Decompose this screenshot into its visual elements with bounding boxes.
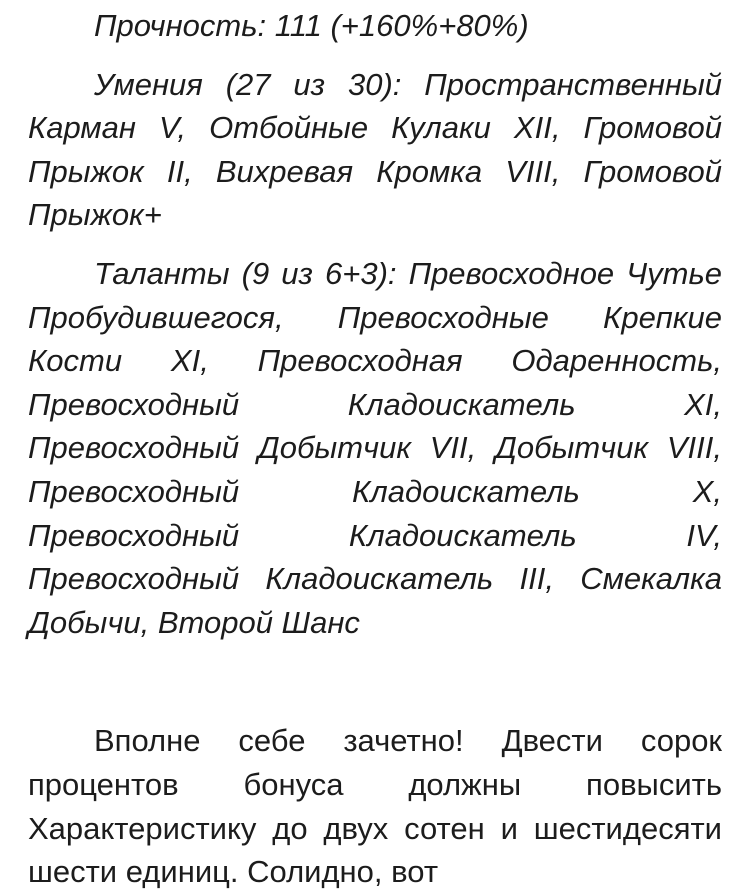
skills-stat-paragraph: Умения (27 из 30): Пространственный Карман V, Отбойные Кулаки XII, Громовой Прыжок II, Вихревая Кромка VIII, Громовой Прыжок+	[28, 66, 722, 233]
strength-stat-line: Прочность: 111 (+160%+80%)	[94, 8, 529, 43]
narrative-paragraph: Вполне себе зачетно! Двести сорок процентов бонуса должны повысить Характеристику до двух сотен и шестидесяти шести единиц. Солидно, вот	[28, 723, 722, 890]
talents-stat-paragraph: Таланты (9 из 6+3): Превосходное Чутье Пробудившегося, Превосходные Крепкие Кости XI, Превосходная Одаренность, Превосходный Кладоискатель XI, Превосходный Добытчик VII, Добытчик VIII, Превосходный Кладоискатель X, Превосходный Кладоискатель IV, Превосходный Кладоискатель III, Смекалка Добычи, Второй Шанс	[28, 255, 722, 640]
